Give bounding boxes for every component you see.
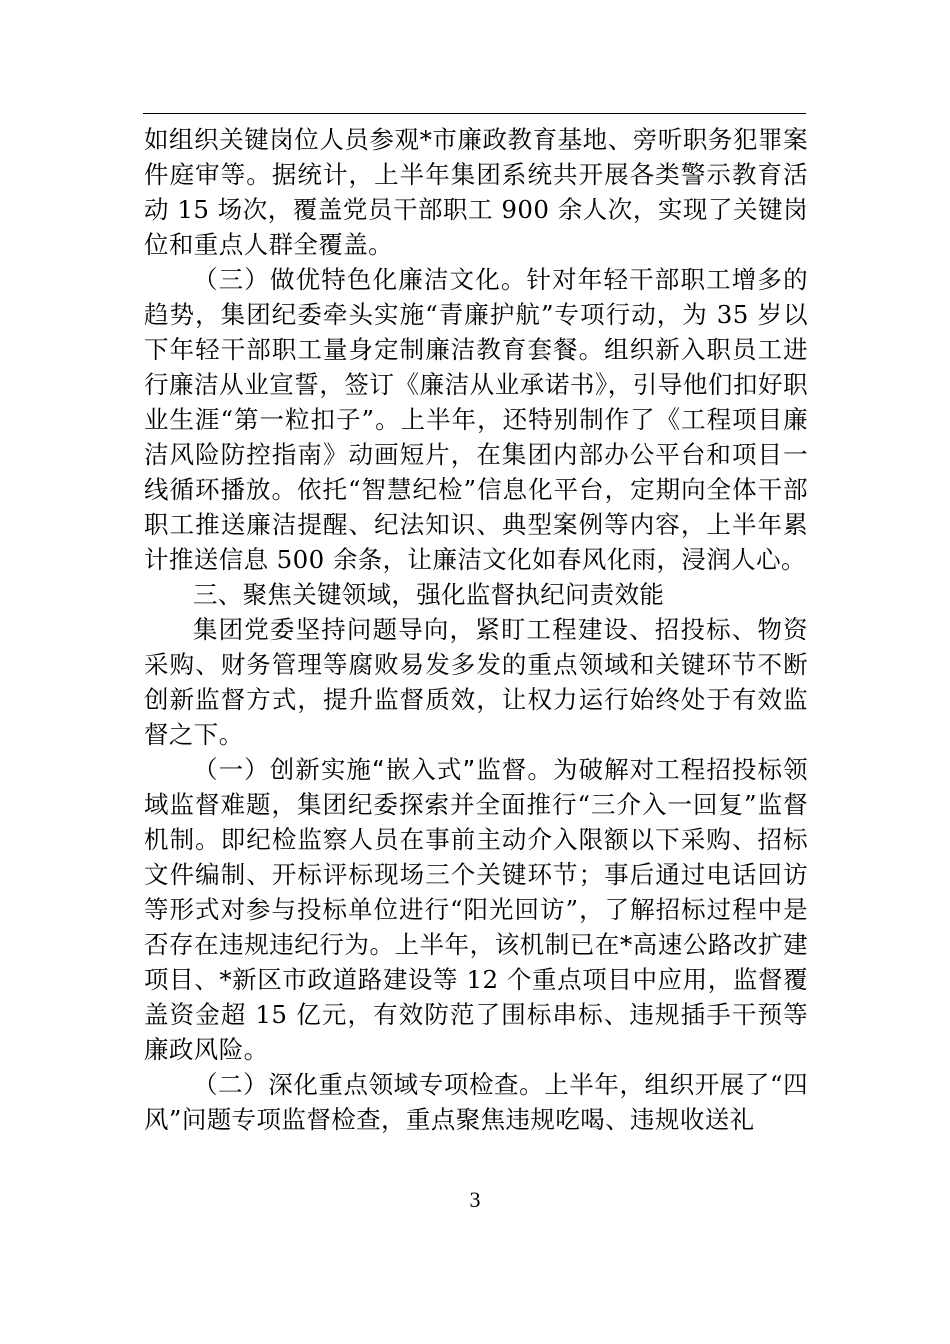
paragraph-continuation: 如组织关键岗位人员参观*市廉政教育基地、旁听职务犯罪案件庭审等。据统计，上半年集团系统共开展各类警示教育活动 15 场次，覆盖党员干部职工 900 余人次，实现了关键岗位和重点人群全覆盖。 — [144, 125, 808, 259]
paragraph-special-inspection — [144, 1067, 808, 1137]
subsection-title-culture: （三）做优特色化廉洁文化。 — [193, 265, 527, 294]
document-body — [144, 122, 808, 1137]
paragraph-culture-text: 针对年轻干部职工增多的趋势，集团纪委牵头实施“青廉护航”专项行动，为 35 岁以下年轻干部职工量身定制廉洁教育套餐。组织新入职员工进行廉洁从业宣誓，签订《廉洁从业承诺书》，引导他们扣好职业生涯“第一粒扣子”。上半年，还特别制作了《工程项目廉洁风险防控指南》动画短片，在集团内部办公平台和项目一线循环播放。依托“智慧纪检”信息化平台，定期向全体干部职工推送廉洁提醒、纪法知识、典型案例等内容，上半年累计推送信息 500 余条，让廉洁文化如春风化雨，浸润人心。 — [144, 265, 808, 574]
paragraph-inspection-text: 上半年，组织开展了“四风”问题专项监督检查，重点聚焦违规吃喝、违规收送礼 — [144, 1070, 808, 1134]
page-number: 3 — [469, 1187, 481, 1212]
paragraph-embedded-text: 为破解对工程招投标领域监督难题，集团纪委探索并全面推行“三介入一回复”监督机制。即纪检监察人员在事前主动介入限额以下采购、招标文件编制、开标评标现场三个关键环节；事后通过电话回访等形式对参与投标单位进行“阳光回访”，了解招标过程中是否存在违规违纪行为。上半年，该机制已在*高速公路改扩建项目、*新区市政道路建设等 12 个重点项目中应用，监督覆盖资金超 15 亿元，有效防范了围标串标、违规插手干预等廉政风险。 — [144, 755, 808, 1064]
paragraph-embedded-supervision — [144, 752, 808, 1067]
section-heading-supervision: 三、聚焦关键领域，强化监督执纪问责效能 — [193, 580, 665, 609]
subsection-title-embedded: （一）创新实施“嵌入式”监督。 — [193, 755, 553, 784]
subsection-title-inspection: （二）深化重点领域专项检查。 — [193, 1070, 545, 1099]
paragraph-supervision-intro: 集团党委坚持问题导向，紧盯工程建设、招投标、物资采购、财务管理等腐败易发多发的重点领域和关键环节不断创新监督方式，提升监督质效，让权力运行始终处于有效监督之下。 — [144, 615, 808, 749]
paragraph-culture — [144, 262, 808, 577]
header-rule — [143, 113, 806, 114]
